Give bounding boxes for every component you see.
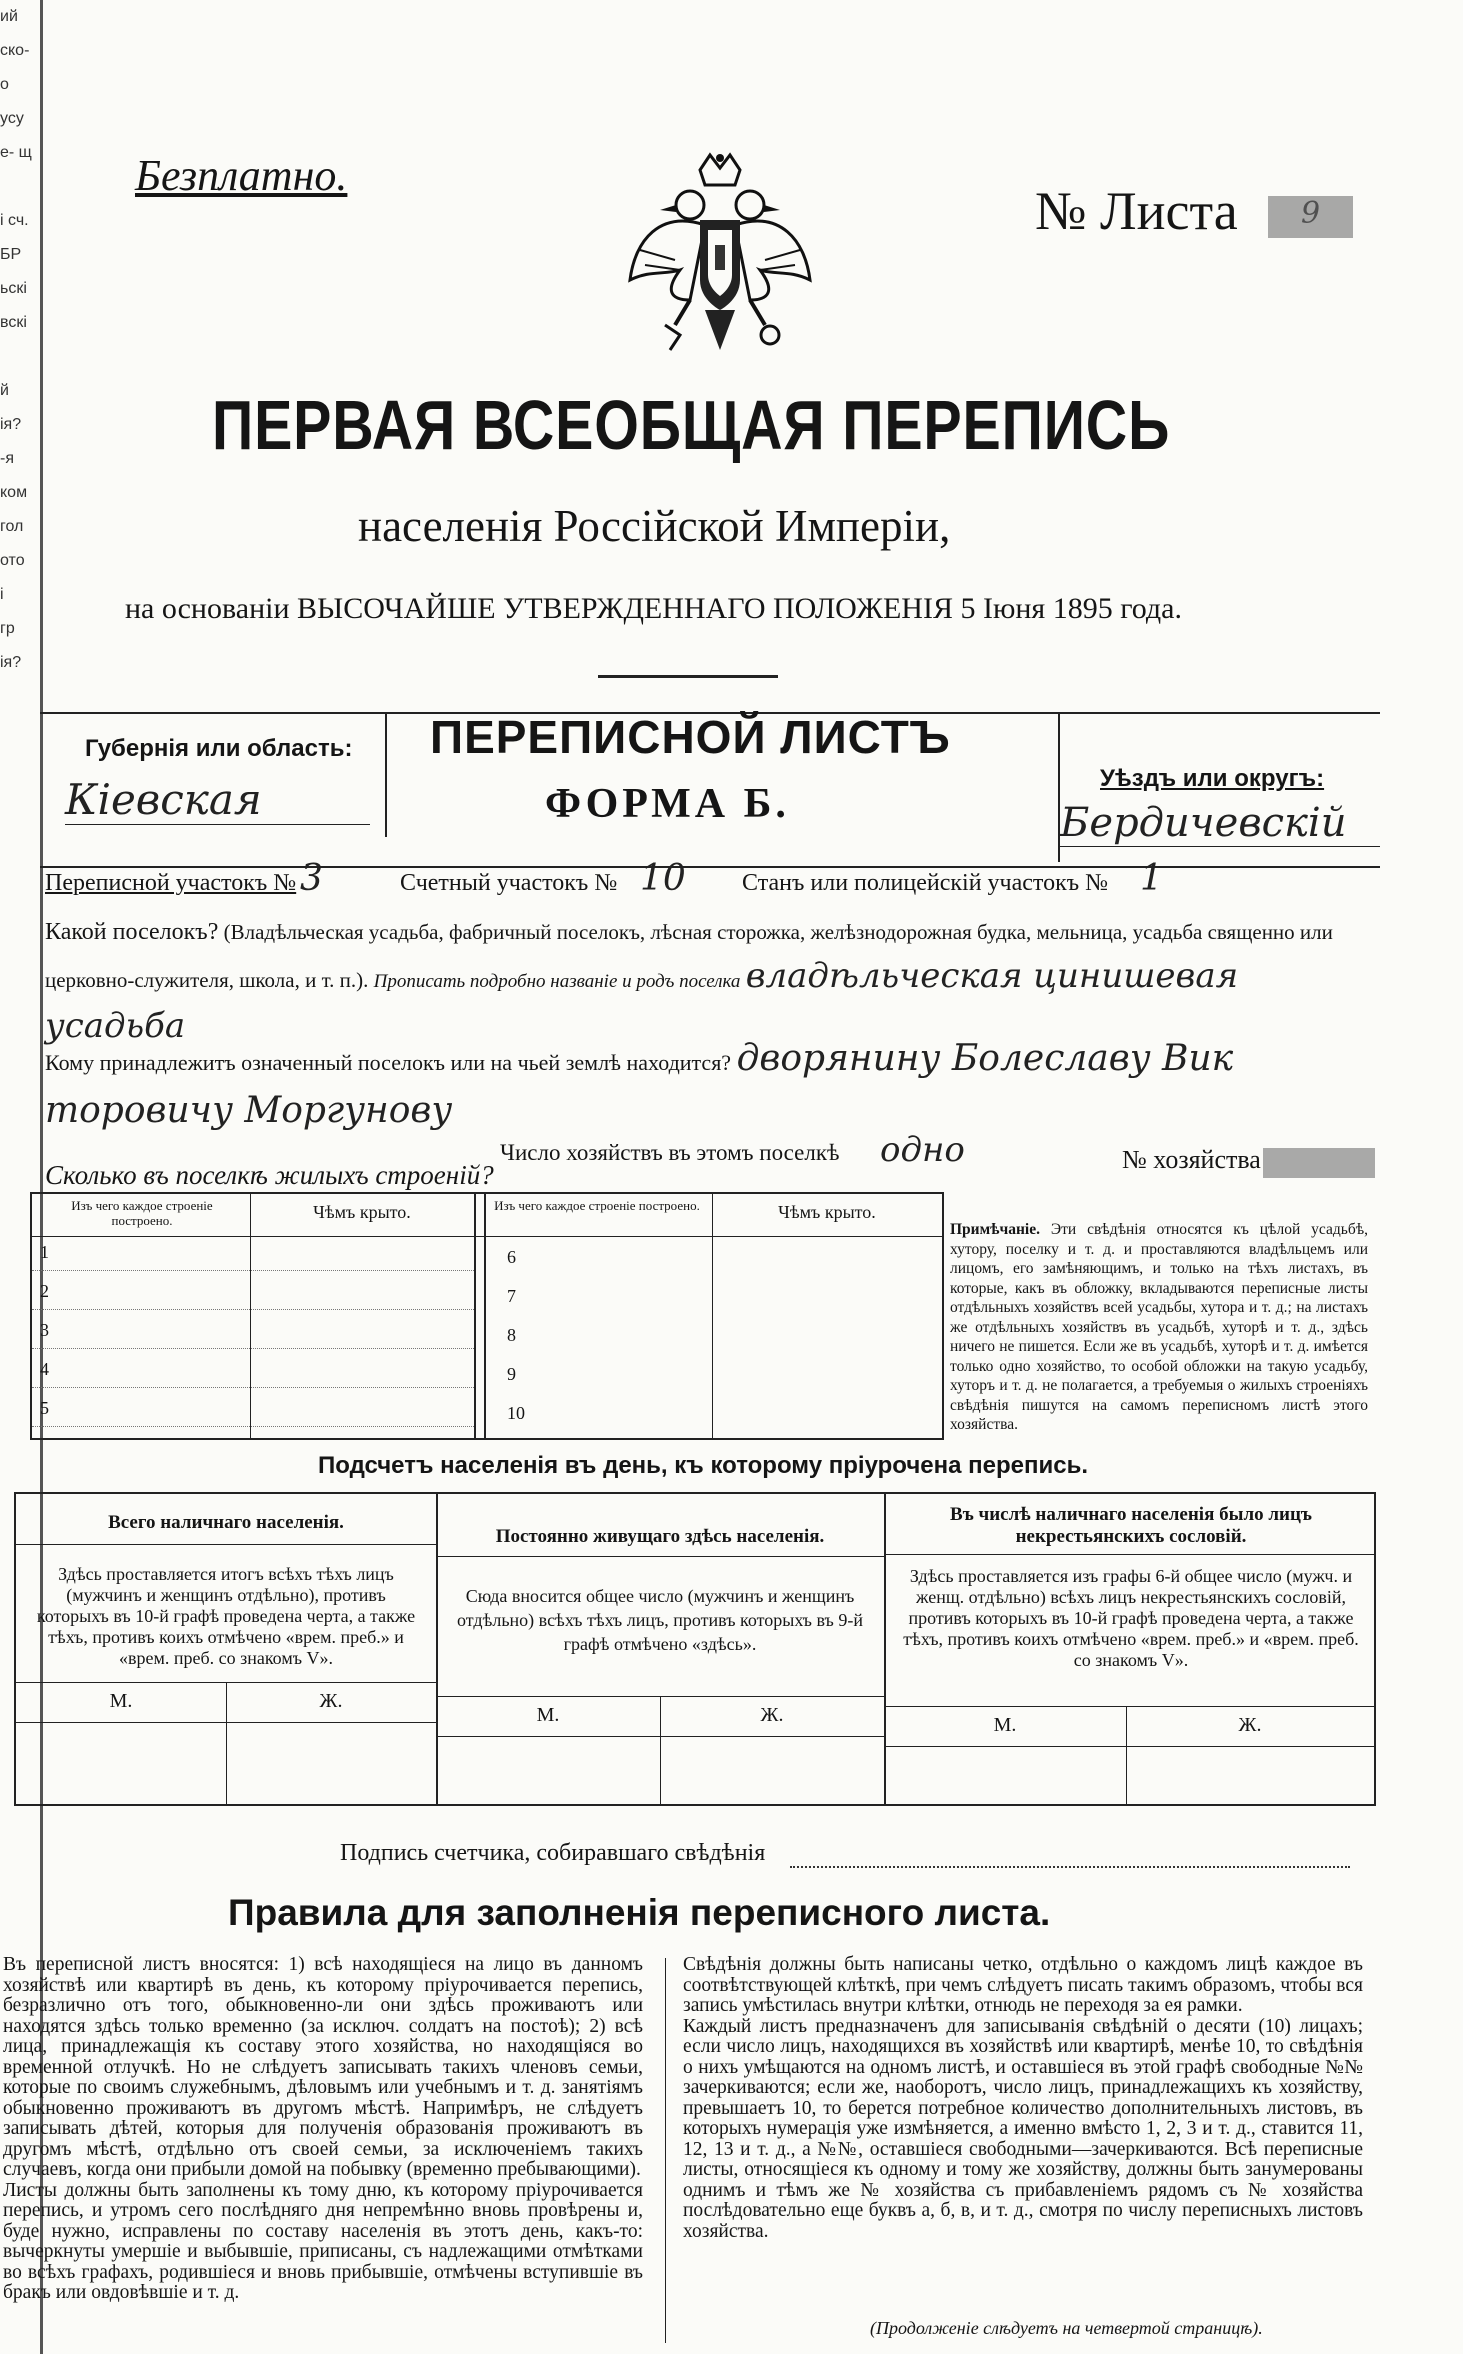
table-center-divider (474, 1194, 486, 1438)
margin-fragment: е- щ (0, 144, 32, 161)
pop-col1-title: Всего наличнаго населенія. (108, 1512, 344, 1533)
col-material-left: Изъ чего каждое строеніе построено. (71, 1198, 213, 1228)
count-area-label: Счетный участокъ № (400, 870, 618, 896)
main-title: ПЕРВАЯ ВСЕОБЩАЯ ПЕРЕПИСЬ (212, 386, 1171, 464)
header-rule (32, 1236, 942, 1237)
households-label: Число хозяйствъ въ этомъ поселкѣ (500, 1140, 840, 1165)
table-row (32, 1348, 474, 1350)
pop-rule (436, 1556, 884, 1557)
sheet-number-label: № Листа (1035, 181, 1238, 241)
left-margin-fragments (0, 0, 40, 1000)
households-value: одно (880, 1130, 965, 1170)
guberniya-value: Кіевская (65, 775, 370, 825)
sheet-number-value: 9 (1268, 196, 1353, 238)
signature-line (790, 1866, 1350, 1868)
count-area-value: 10 (640, 858, 686, 899)
margin-fragment (0, 340, 40, 374)
table-row (32, 1309, 474, 1311)
region-divider-left (385, 712, 387, 837)
margin-fragment: ско- (0, 42, 30, 59)
owner-value: дворянину Болеславу Вик (736, 1038, 1234, 1079)
owner-q-label: Кому принадлежитъ означенный поселокъ или на чьей землѣ находится? (45, 1050, 732, 1075)
margin-fragment: о (0, 76, 9, 93)
separator (598, 675, 778, 678)
col-divider (712, 1194, 713, 1438)
free-label: Безплатно. (135, 151, 348, 200)
pop-rule (884, 1706, 1374, 1707)
settlement-q-label: Какой поселокъ? (45, 919, 219, 945)
pop-col2-m: М. (536, 1704, 560, 1726)
rules-title: Правила для заполненія переписного листа. (228, 1892, 1051, 1933)
margin-fragment: ія? (0, 654, 22, 671)
form-name: ФОРМА Б. (545, 781, 790, 827)
pop-col1-f: Ж. (319, 1690, 343, 1712)
subtitle: населенія Россійской Имперіи, (358, 501, 951, 551)
buildings-table (30, 1192, 944, 1440)
settlement-value2: усадьба (45, 1006, 186, 1046)
population-title: Подсчетъ населенія въ день, къ которому пріурочена перепись. (318, 1452, 1088, 1479)
uezd-label: Уѣздъ или округъ: (1100, 765, 1325, 792)
rules-column-divider (665, 1958, 666, 2343)
margin-fragment: БР (0, 246, 22, 263)
settlement-question (45, 910, 1375, 1052)
region-bottom-rule (40, 866, 1380, 868)
col-material-right: Изъ чего каждое строеніе построено. (494, 1198, 700, 1213)
table-row-number: 9 (507, 1364, 516, 1384)
census-area-value: 3 (300, 858, 323, 899)
continued-note: (Продолженіе слѣдуетъ на четвертой страницѣ). (870, 2318, 1263, 2338)
margin-fragment: і сч. (0, 212, 29, 229)
col-roof-left: Чѣмъ крыто. (313, 1202, 411, 1222)
stan-label: Станъ или полицейскій участокъ № (742, 870, 1109, 896)
settlement-hint: (Владѣльческая усадьба, фабричный поселокъ, лѣсная сторожка, желѣзнодорожная будка, мельница, усадьба священно или (223, 920, 1333, 944)
margin-fragment: гр (0, 620, 15, 637)
pop-divider-2 (884, 1494, 886, 1804)
margin-fragment: -я (0, 450, 14, 467)
table-row (32, 1270, 474, 1272)
household-no-label: № хозяйства (1122, 1145, 1261, 1174)
margin-fragment (0, 170, 40, 204)
pop-col3-f: Ж. (1238, 1714, 1262, 1736)
form-title: ПЕРЕПИСНОЙ ЛИСТЪ (430, 711, 951, 763)
buildings-question: Сколько въ поселкѣ жилыхъ строеній? (45, 1160, 494, 1190)
owner-question (45, 1035, 1385, 1139)
census-area-label: Переписной участокъ № (45, 870, 297, 896)
margin-fragment: ія? (0, 416, 22, 433)
uezd-value: Бердичевскій (1060, 800, 1380, 847)
stan-value: 1 (1140, 858, 1163, 899)
col-roof-right: Чѣмъ крыто. (778, 1202, 876, 1222)
table-row-number: 8 (507, 1325, 516, 1345)
table-row-number: 7 (507, 1286, 516, 1306)
pop-rule (884, 1554, 1374, 1555)
pop-col3-title: Въ числѣ наличнаго населенія было лицъ некрестьянскихъ сословій. (950, 1504, 1312, 1547)
settlement-instruction: Прописать подробно названіе и родъ поселка (373, 971, 741, 992)
pop-col3-text: Здѣсь проставляется изъ графы 6-й общее число (мужч. и женщ. отдѣльно) всѣхъ лицъ некрестьянскихъ сословій, противъ которыхъ въ 10-й графѣ проведена черта, а также тѣхъ, противъ коихъ отмѣчено «врем. преб.» и «врем. преб. со знакомъ V». (903, 1566, 1359, 1670)
table-row-number: 5 (40, 1398, 49, 1418)
table-row-number: 10 (507, 1403, 525, 1423)
note-title: Примѣчаніе. (950, 1221, 1040, 1238)
table-row-number: 4 (40, 1359, 49, 1379)
table-row-number: 2 (40, 1281, 49, 1301)
margin-fragment: усу (0, 110, 24, 127)
legal-basis: на основаніи ВЫСОЧАЙШЕ УТВЕРЖДЕННАГО ПОЛОЖЕНІЯ 5 Іюня 1895 года. (125, 592, 1182, 625)
margin-fragment: гол (0, 518, 24, 535)
pop-col2-text: Сюда вносится общее число (мужчинъ и женщинъ отдѣльно) всѣхъ тѣхъ лицъ, противъ которыхъ въ 9-й графѣ отмѣчено «здѣсь». (457, 1586, 863, 1654)
table-row-number: 1 (40, 1242, 49, 1262)
guberniya-label: Губернія или область: (85, 735, 353, 762)
table-row (32, 1426, 474, 1428)
margin-fragment: ьскі (0, 280, 27, 297)
pop-col2-title: Постоянно живущаго здѣсь населенія. (495, 1526, 825, 1547)
pop-col1-m: М. (109, 1690, 133, 1712)
margin-fragment: й (0, 382, 9, 399)
owner-value2: торовичу Моргунову (45, 1090, 453, 1131)
margin-fragment: ото (0, 552, 25, 569)
pop-col3-m: М. (993, 1714, 1017, 1736)
note-text: Эти свѣдѣнія относятся къ цѣлой усадьбѣ, хутору, поселку и т. д. и проставляются владѣльцемъ или лицомъ, его замѣняющимъ, и только на тѣхъ листахъ, въ которые, какъ въ обложку, вкладываются переписные листы отдѣльныхъ хозяйствъ всей усадьбы, хутора и т. д.; на листахъ же отдѣльныхъ хозяйствъ въ усадьбѣ, хуторѣ и т. д., здѣсь ничего не пишется. Если же въ усадьбѣ, хуторѣ и т. д. имѣется только одно хозяйство, то особой обложки на такую усадьбу, хуторъ и т. д. не полагается, а требуемыя о жилыхъ строеніяхъ свѣдѣнія пишутся на самомъ переписномъ листѣ этого хозяйства. (950, 1221, 1369, 1433)
pop-rule (884, 1746, 1374, 1747)
settlement-value: владѣльческая цинишевая (745, 956, 1239, 996)
settlement-hint2: церковно-служителя, школа, и т. п.). (45, 968, 369, 992)
margin-fragment: ком (0, 484, 28, 501)
note-box (950, 1220, 1368, 1435)
rules-left-column: Въ переписной листъ вносятся: 1) всѣ находящіеся на лицо въ данномъ хозяйствѣ или квартирѣ въ день, къ которому пріурочивается перепись, безразлично отъ того, обыкновенно-ли они здѣсь проживаютъ или находятся здѣсь только временно (за исключ. солдатъ на постоѣ); 2) всѣ лица, принадлежащія къ составу этого хозяйства, но находящіяся во временной отлучкѣ. Но не слѣдуетъ записывать такихъ членовъ семьи, которые по своимъ служебнымъ, дѣловымъ или учебнымъ и т. д. занятіямъ обыкновенно проживаютъ въ другомъ мѣстѣ. Напримѣръ, не слѣдуетъ записывать дѣтей, которыя для полученія образованія проживаютъ въ другомъ мѣстѣ, отдѣльно отъ своей семьи, за исключеніемъ такихъ случаевъ, когда они прибыли домой на побывку (временно пребывающими). Листы должны быть заполнены къ тому дню, къ которому пріурочивается перепись, и утромъ сего послѣдняго дня непремѣнно вновь провѣрены и, буде нужно, исправлены по составу населенія въ этотъ день, какъ-то: вычеркнуты умершіе и выбывшіе, приписаны, съ надлежащими отмѣтками во всѣхъ графахъ, родившіеся и вновь прибывшіе, отмѣчены вступившіе въ бракъ или овдовѣвшіе и т. д. (3, 1954, 643, 2303)
table-row (32, 1387, 474, 1389)
pop-rule (16, 1544, 436, 1545)
double-headed-eagle-emblem (620, 150, 820, 370)
margin-fragment: вскі (0, 314, 27, 331)
margin-fragment: і (0, 586, 4, 603)
household-no-redacted (1263, 1148, 1375, 1178)
pop-col1-text: Здѣсь проставляется итогъ всѣхъ тѣхъ лицъ (мужчинъ и женщинъ отдѣльно), противъ которыхъ въ 10-й графѣ проведена черта, а также тѣхъ, противъ коихъ отмѣчено «врем. преб.» и «врем. преб. со знакомъ V». (36, 1564, 416, 1668)
rules-right-column: Свѣдѣнія должны быть написаны четко, отдѣльно о каждомъ лицѣ каждое въ соотвѣтствующей клѣткѣ, при чемъ слѣдуетъ писать такимъ образомъ, чтобы вся запись умѣстилась внутри клѣтки, отнюдь не переходя за ея рамки. Каждый листъ предназначенъ для записыванія свѣдѣній о десяти (10) лицахъ; если число лицъ, находящихся въ хозяйствѣ или квартирѣ, менѣе 10, то свѣдѣнія о нихъ умѣщаются на одномъ листѣ, и оставшіеся въ этой графѣ свободные №№ зачеркиваются; если же, наоборотъ, число лицъ, принадлежащихъ къ хозяйству, превышаетъ 10, то берется потребное количество дополнительныхъ листовъ, въ которыхъ нумерація уже измѣняется, а именно вмѣсто 1, 2, 3 и т. д., ставится 11, 12, 13 и т. д., а №№, оставшіеся свободными—зачеркиваются. Всѣ переписные листы, относящіеся къ одному и тому же хозяйству, должны быть занумерованы однимъ и тѣмъ же № хозяйства съ прибавленіемъ рядомъ съ № хозяйства послѣдовательно еще буквъ а, б, в, и т. д., смотря по числу переписныхъ листовъ хозяйства. (683, 1954, 1363, 2242)
pop-col2-f: Ж. (760, 1704, 784, 1726)
table-row-number: 6 (507, 1247, 516, 1267)
signature-label: Подпись счетчика, собиравшаго свѣдѣнія (340, 1840, 766, 1866)
table-row-number: 3 (40, 1320, 49, 1340)
population-table (14, 1492, 1376, 1806)
col-divider (250, 1194, 251, 1438)
margin-fragment: ий (0, 8, 18, 25)
